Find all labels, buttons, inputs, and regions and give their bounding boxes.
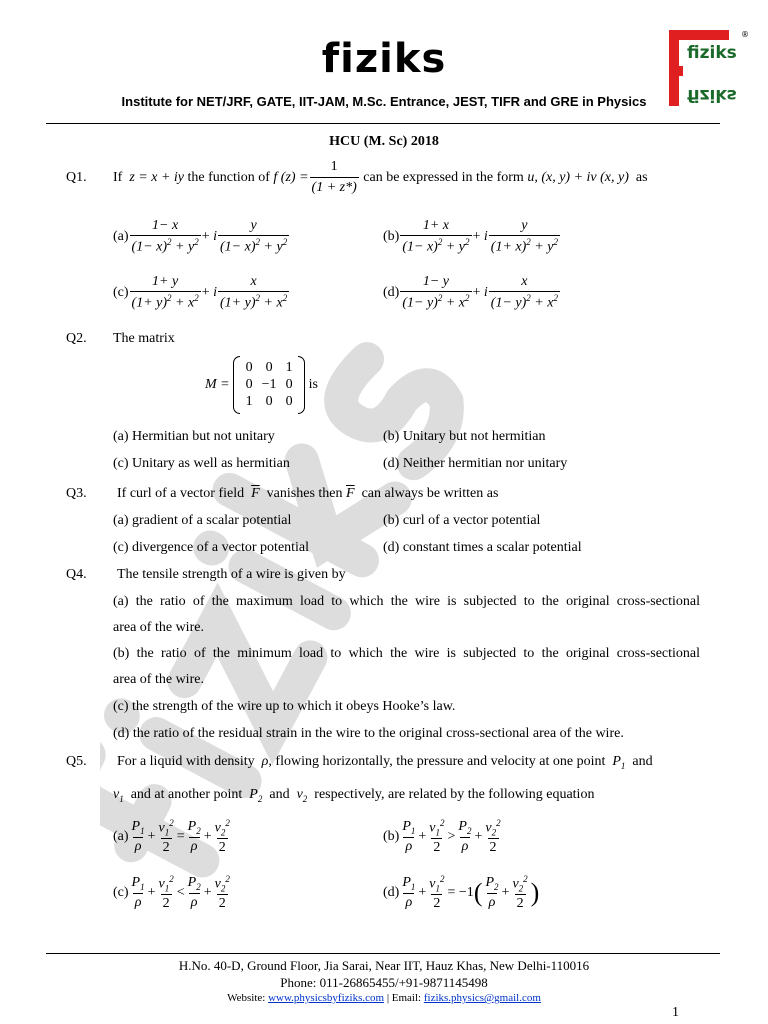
email-link[interactable]: fiziks.physics@gmail.com (423, 992, 541, 1004)
q1-number: Q1. (66, 170, 87, 185)
q4-option-b-line2: area of the wire. (113, 672, 204, 687)
q2-option-a: (a) Hermitian but not unitary (113, 429, 275, 444)
footer-phone: Phone: 011-26865455/+91-9871145498 (280, 975, 488, 990)
logo-text-mirrored: fiziks (687, 85, 737, 105)
header-rule (46, 123, 720, 124)
registered-mark: ® (741, 30, 749, 39)
q4-option-d: (d) the ratio of the residual strain in the wire to the original cross-sectional area of the wire. (113, 726, 624, 741)
q1-text: If z = x + iy the function of f (z) = $\frac{1}{(1 + z*)}$ can be expressed in the form u, (x, y) + iv (x, y) as (113, 159, 648, 195)
q2-number: Q2. (66, 331, 87, 346)
q3-text: If curl of a vector field $\overline{F}$ vanishes then $\overline{F}$ can always be written as (117, 486, 499, 501)
q5-text-line2: $v_1$ and at another point $P_2$ and $v_2$ respectively, are related by the following equation (113, 787, 595, 804)
footer-rule (46, 953, 720, 954)
q4-option-c: (c) the strength of the wire up to which it obeys Hooke’s law. (113, 699, 456, 714)
q3-option-b: (b) curl of a vector potential (383, 513, 541, 528)
q5-option-a: (a) $P_1$ ρ + $v_1^2$ 2 = $P_2$ ρ + $v_2^2$ 2 (113, 818, 230, 856)
page-number: 1 (672, 1005, 679, 1020)
q3-number: Q3. (66, 486, 87, 501)
q1-option-d: (d) 1− y $(1- y)^2 + x^2$ + i x $(1- y)^2 + x^2$ (383, 274, 558, 311)
q2-option-d: (d) Neither hermitian nor unitary (383, 456, 568, 471)
footer-address: H.No. 40-D, Ground Floor, Jia Sarai, Near IIT, Hauz Khas, New Delhi-110016 (178, 958, 590, 973)
q2-option-c: (c) Unitary as well as hermitian (113, 456, 290, 471)
brand-subtitle: Institute for NET/JRF, GATE, IIT-JAM, M.Sc. Entrance, JEST, TIFR and GRE in Physics (121, 94, 647, 109)
q5-text-line1: For a liquid with density ρ, flowing horizontally, the pressure and velocity at one point $P_1$ and (117, 754, 653, 771)
q4-text: The tensile strength of a wire is given by (117, 567, 346, 582)
q5-option-b: (b) $P_1$ ρ + $v_1^2$ 2 > $P_2$ ρ + $v_2^2$ 2 (383, 818, 501, 856)
q5-option-d: (d) $P_1$ ρ + $v_1^2$ 2 = −1 ( $P_2$ ρ + $v_2^2$ 2 ) (383, 874, 540, 912)
q2-text: The matrix (113, 331, 175, 346)
q3-option-d: (d) constant times a scalar potential (383, 540, 582, 555)
q1-option-c: (c) 1+ y $(1+ y)^2 + x^2$ + i x $(1+ y)^2 + x^2$ (113, 274, 288, 311)
q4-option-a-line2: area of the wire. (113, 620, 204, 635)
q4-option-b-line1: (b) the ratio of the minimum load to which the wire is subjected to the original cross-sectional (113, 646, 700, 661)
fiziks-logo (667, 28, 749, 108)
q2-matrix: M = 0 0 1 0 −1 0 1 0 0 is (205, 356, 318, 414)
q1-option-a: (a) 1− x $(1- x)^2 + y^2$ + i y $(1- x)^2 + y^2$ (113, 218, 288, 255)
brand-title: fiziks (321, 36, 447, 82)
website-link[interactable]: www.physicsbyfiziks.com (268, 992, 385, 1004)
q3-option-c: (c) divergence of a vector potential (113, 540, 310, 555)
q2-option-b: (b) Unitary but not hermitian (383, 429, 546, 444)
q1-option-b: (b) 1+ x $(1- x)^2 + y^2$ + i y $(1+ x)^2 + y^2$ (383, 218, 558, 255)
q3-option-a: (a) gradient of a scalar potential (113, 513, 292, 528)
q5-option-c: (c) $P_1$ ρ + $v_1^2$ 2 < $P_2$ ρ + $v_2^2$ 2 (113, 874, 230, 912)
paper-title: HCU (M. Sc) 2018 (329, 134, 439, 149)
q4-number: Q4. (66, 567, 87, 582)
logo-text: fiziks (687, 43, 737, 63)
footer-contact: Website: www.physicsbyfiziks.com | Email: fiziks.physics@gmail.com (227, 992, 541, 1004)
q5-number: Q5. (66, 754, 87, 769)
q4-option-a-line1: (a) the ratio of the maximum load to which the wire is subjected to the original cross-sectional (113, 594, 700, 609)
